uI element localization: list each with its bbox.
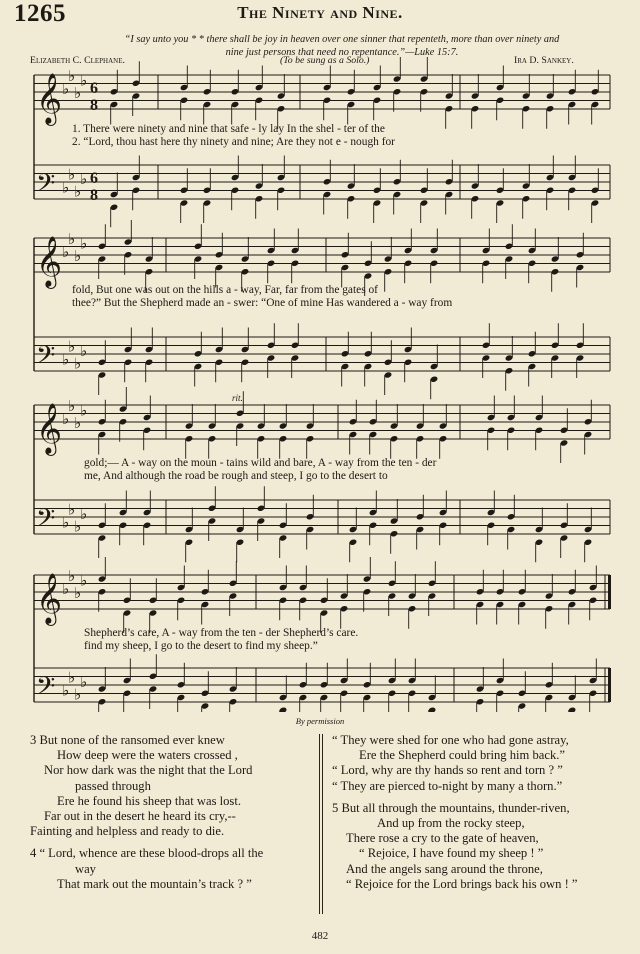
verse-line: “ Rejoice, I have found my sheep ! ”: [359, 846, 544, 861]
verse-line: And the angels sang around the throne,: [346, 861, 543, 876]
verse-line: way: [75, 861, 96, 876]
flat-sign-icon: ♭: [62, 513, 70, 532]
bass-clef-icon: 𝄢: [36, 504, 56, 539]
verse-line: Ere he found his sheep that was lost.: [57, 793, 241, 808]
time-signature-numerator: 6: [90, 80, 98, 97]
flat-sign-icon: ♭: [68, 230, 76, 248]
verse-line: “ They were shed for one who had gone astray,: [332, 733, 569, 747]
lyrics-system-1-verse-2: 2. “Lord, thou hast here thy ninety and nine; Are they not e - nough for: [72, 136, 395, 148]
flat-sign-icon: ♭: [68, 397, 76, 415]
verse-line: And up from the rocky steep,: [377, 816, 525, 831]
page-number: 482: [311, 930, 329, 942]
verse-line: That mark out the mountain’s track ? ”: [57, 876, 252, 891]
flat-sign-icon: ♭: [74, 182, 82, 201]
verse-line: There rose a cry to the gate of heaven,: [346, 831, 539, 846]
flat-sign-icon: ♭: [68, 337, 76, 356]
performance-direction: (To be sung as a Solo.): [280, 55, 370, 66]
bass-clef-icon: 𝄢: [36, 672, 56, 707]
flat-sign-icon: ♭: [80, 571, 88, 590]
epigraph-line-1: “I say unto you * * there shall be joy in heaven over one sinner that repenteth, more than over ninety and: [124, 34, 560, 45]
author-credit: Elizabeth C. Clephane.: [30, 55, 125, 66]
verse-line: Fainting and helpless and ready to die.: [30, 824, 225, 839]
flat-sign-icon: ♭: [74, 84, 82, 102]
flat-sign-icon: ♭: [68, 500, 76, 519]
verse-line: “ They are pierced to-night by many a thorn.”: [332, 778, 563, 793]
final-barline-thick: [608, 575, 611, 609]
bass-clef-icon: 𝄢: [36, 341, 56, 376]
flat-sign-icon: ♭: [62, 681, 70, 700]
flat-sign-icon: ♭: [80, 401, 88, 420]
flat-sign-icon: ♭: [80, 341, 88, 360]
verse-line: passed through: [75, 778, 151, 793]
verse-line: 3 But none of the ransomed ever knew: [30, 733, 225, 747]
flat-sign-icon: ♭: [80, 169, 88, 188]
composer-credit: Ira D. Sankey.: [514, 55, 574, 66]
flat-sign-icon: ♭: [74, 584, 82, 602]
flat-sign-icon: ♭: [74, 414, 82, 432]
time-signature-denominator: 8: [90, 97, 98, 114]
hymn-title: The Ninety and Nine.: [237, 3, 403, 22]
flat-sign-icon: ♭: [62, 350, 70, 369]
flat-sign-icon: ♭: [62, 242, 70, 261]
verse-line: “ Lord, why are thy hands so rent and torn ? ”: [332, 763, 563, 778]
bass-clef-icon: 𝄢: [36, 169, 56, 204]
time-signature-numerator: 6: [90, 170, 98, 187]
verse-line: Far out in the desert he heard its cry,--: [44, 809, 236, 824]
flat-sign-icon: ♭: [68, 668, 76, 687]
lyrics-system-4-verse-1: Shepherd’s care, A - way from the ten - der Shepherd’s care.: [84, 627, 359, 639]
flat-sign-icon: ♭: [62, 178, 70, 197]
epigraph-line-2: nine just persons that need no repentance.”—Luke 15:7.: [225, 47, 459, 58]
flat-sign-icon: ♭: [74, 354, 82, 373]
treble-clef-icon: 𝄞: [36, 73, 63, 124]
lyrics-system-4-verse-2: find my sheep, I go to the desert to find my sheep.”: [84, 640, 318, 652]
hymn-number: 1265: [14, 0, 66, 27]
lyrics-system-1-verse-1: 1. There were ninety and nine that safe - ly lay In the shel - ter of the: [72, 123, 385, 135]
time-signature-denominator: 8: [90, 187, 98, 204]
verse-line: “ Rejoice for the Lord brings back his own ! ”: [346, 876, 578, 891]
flat-sign-icon: ♭: [62, 79, 70, 98]
column-divider-lower: [322, 734, 323, 914]
verse-line: Ere the Shepherd could bring him back.”: [359, 748, 565, 763]
flat-sign-icon: ♭: [62, 579, 70, 598]
treble-clef-icon: 𝄞: [36, 403, 63, 454]
verse-line: Nor how dark was the night that the Lord: [44, 763, 253, 778]
lyrics-system-2-verse-2: thee?” But the Shepherd made an - swer: “One of mine Has wandered a - way from: [72, 297, 453, 309]
final-barline-thick: [608, 668, 611, 702]
treble-clef-icon: 𝄞: [36, 573, 63, 624]
verse-line: 4 “ Lord, whence are these blood-drops all the: [30, 846, 264, 861]
flat-sign-icon: ♭: [68, 67, 76, 85]
flat-sign-icon: ♭: [80, 71, 88, 90]
flat-sign-icon: ♭: [74, 685, 82, 704]
flat-sign-icon: ♭: [80, 672, 88, 691]
verses-left-column: [30, 733, 263, 892]
lyrics-system-2-verse-1: fold, But one was out on the hills a - way, Far, far from the gates of: [72, 284, 378, 296]
verses-right-column: [332, 733, 578, 892]
tempo-mark: rit.: [232, 393, 243, 403]
verse-line: 5 But all through the mountains, thunder-riven,: [332, 800, 570, 815]
permission-note: By permission: [295, 716, 345, 726]
flat-sign-icon: ♭: [62, 409, 70, 428]
flat-sign-icon: ♭: [74, 517, 82, 536]
flat-sign-icon: ♭: [68, 567, 76, 585]
flat-sign-icon: ♭: [68, 165, 76, 184]
lyrics-system-3-verse-2: me, And although the road be rough and steep, I go to the desert to: [84, 470, 388, 482]
column-divider-upper: [319, 734, 320, 914]
flat-sign-icon: ♭: [80, 234, 88, 253]
flat-sign-icon: ♭: [74, 247, 82, 265]
treble-clef-icon: 𝄞: [36, 236, 63, 287]
lyrics-system-3-verse-1: gold;— A - way on the moun - tains wild and bare, A - way from the ten - der: [84, 457, 437, 469]
flat-sign-icon: ♭: [80, 504, 88, 523]
verse-line: How deep were the waters crossed ,: [57, 748, 238, 763]
